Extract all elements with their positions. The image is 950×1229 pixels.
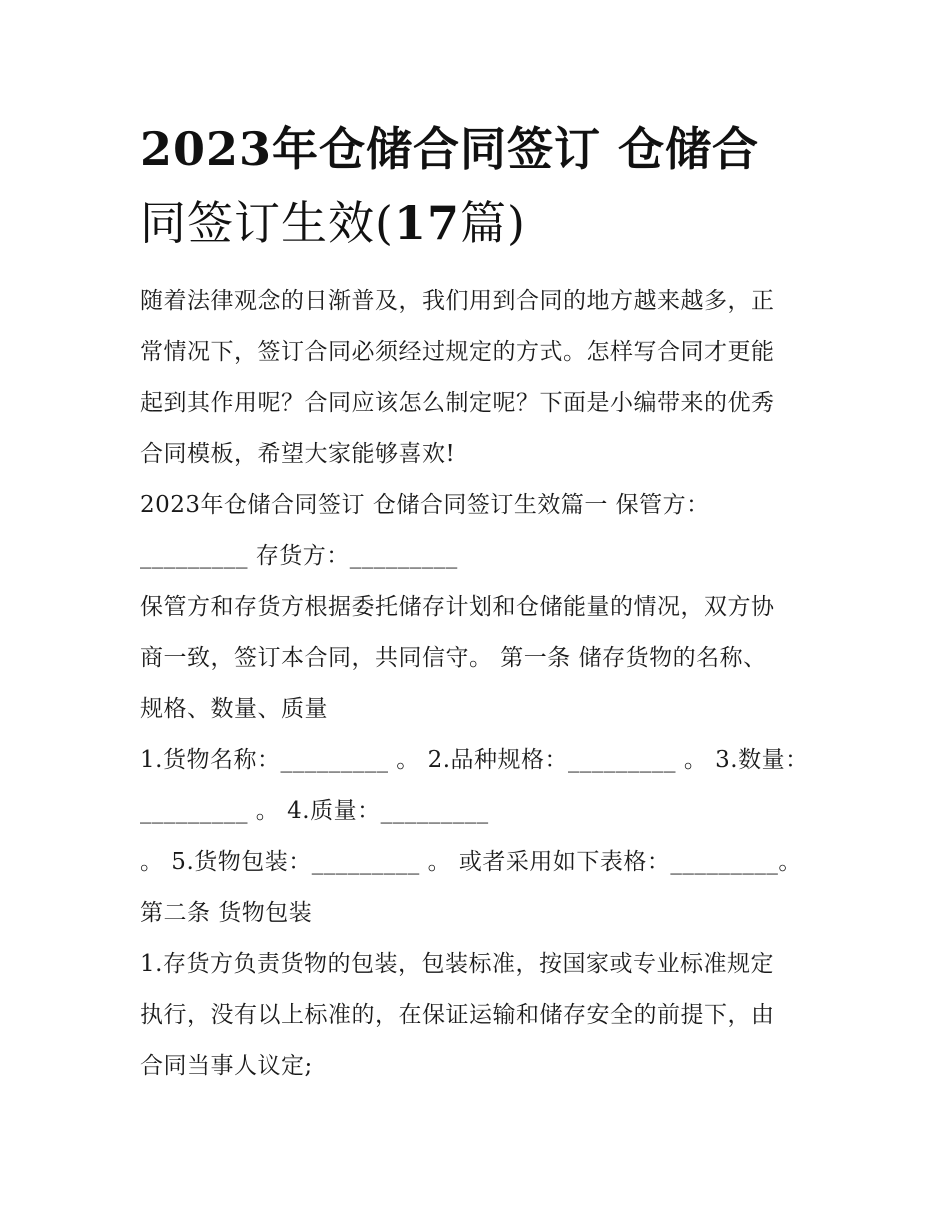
- body-line: 1.存货方负责货物的包装，包装标准，按国家或专业标准规定: [140, 951, 774, 977]
- body-line: 执行，没有以上标准的，在保证运输和储存安全的前提下，由: [140, 1002, 775, 1028]
- body-line: 随着法律观念的日渐普及，我们用到合同的地方越来越多，正: [140, 288, 775, 314]
- title-line-2: [140, 186, 820, 260]
- body-line: 合同当事人议定;: [140, 1053, 313, 1079]
- body-line: 1.货物名称：_________ 。 2.品种规格：_________ 。 3.数量：: [140, 747, 809, 773]
- document-title: [140, 112, 820, 260]
- body-text: [140, 276, 820, 1092]
- title-line-1-text: 2023年仓储合同签订 仓储合: [140, 122, 760, 176]
- body-line: _________ 。 4.质量：_________: [140, 798, 489, 824]
- document-content: [140, 112, 820, 1092]
- title-line-2-part-a: 同签订生效(: [140, 196, 394, 250]
- body-line: 规格、数量、质量: [140, 696, 328, 722]
- body-line: _________ 存货方：_________: [140, 543, 458, 569]
- title-line-2-part-c: 篇): [459, 196, 526, 250]
- body-line: 起到其作用呢？合同应该怎么制定呢？下面是小编带来的优秀: [140, 390, 775, 416]
- body-line: 常情况下，签订合同必须经过规定的方式。怎样写合同才更能: [140, 339, 775, 365]
- body-line: 商一致，签订本合同，共同信守。 第一条 储存货物的名称、: [140, 645, 767, 671]
- body-line: 保管方和存货方根据委托储存计划和仓储能量的情况，双方协: [140, 594, 775, 620]
- title-line-2-number: 17: [393, 196, 460, 250]
- body-line: 2023年仓储合同签订 仓储合同签订生效篇一 保管方：: [140, 492, 710, 518]
- body-line: 合同模板，希望大家能够喜欢!: [140, 441, 456, 467]
- body-line: 。 5.货物包装：_________ 。 或者采用如下表格：_________。: [140, 849, 802, 875]
- body-line: 第二条 货物包装: [140, 900, 313, 926]
- title-line-1: [140, 112, 820, 186]
